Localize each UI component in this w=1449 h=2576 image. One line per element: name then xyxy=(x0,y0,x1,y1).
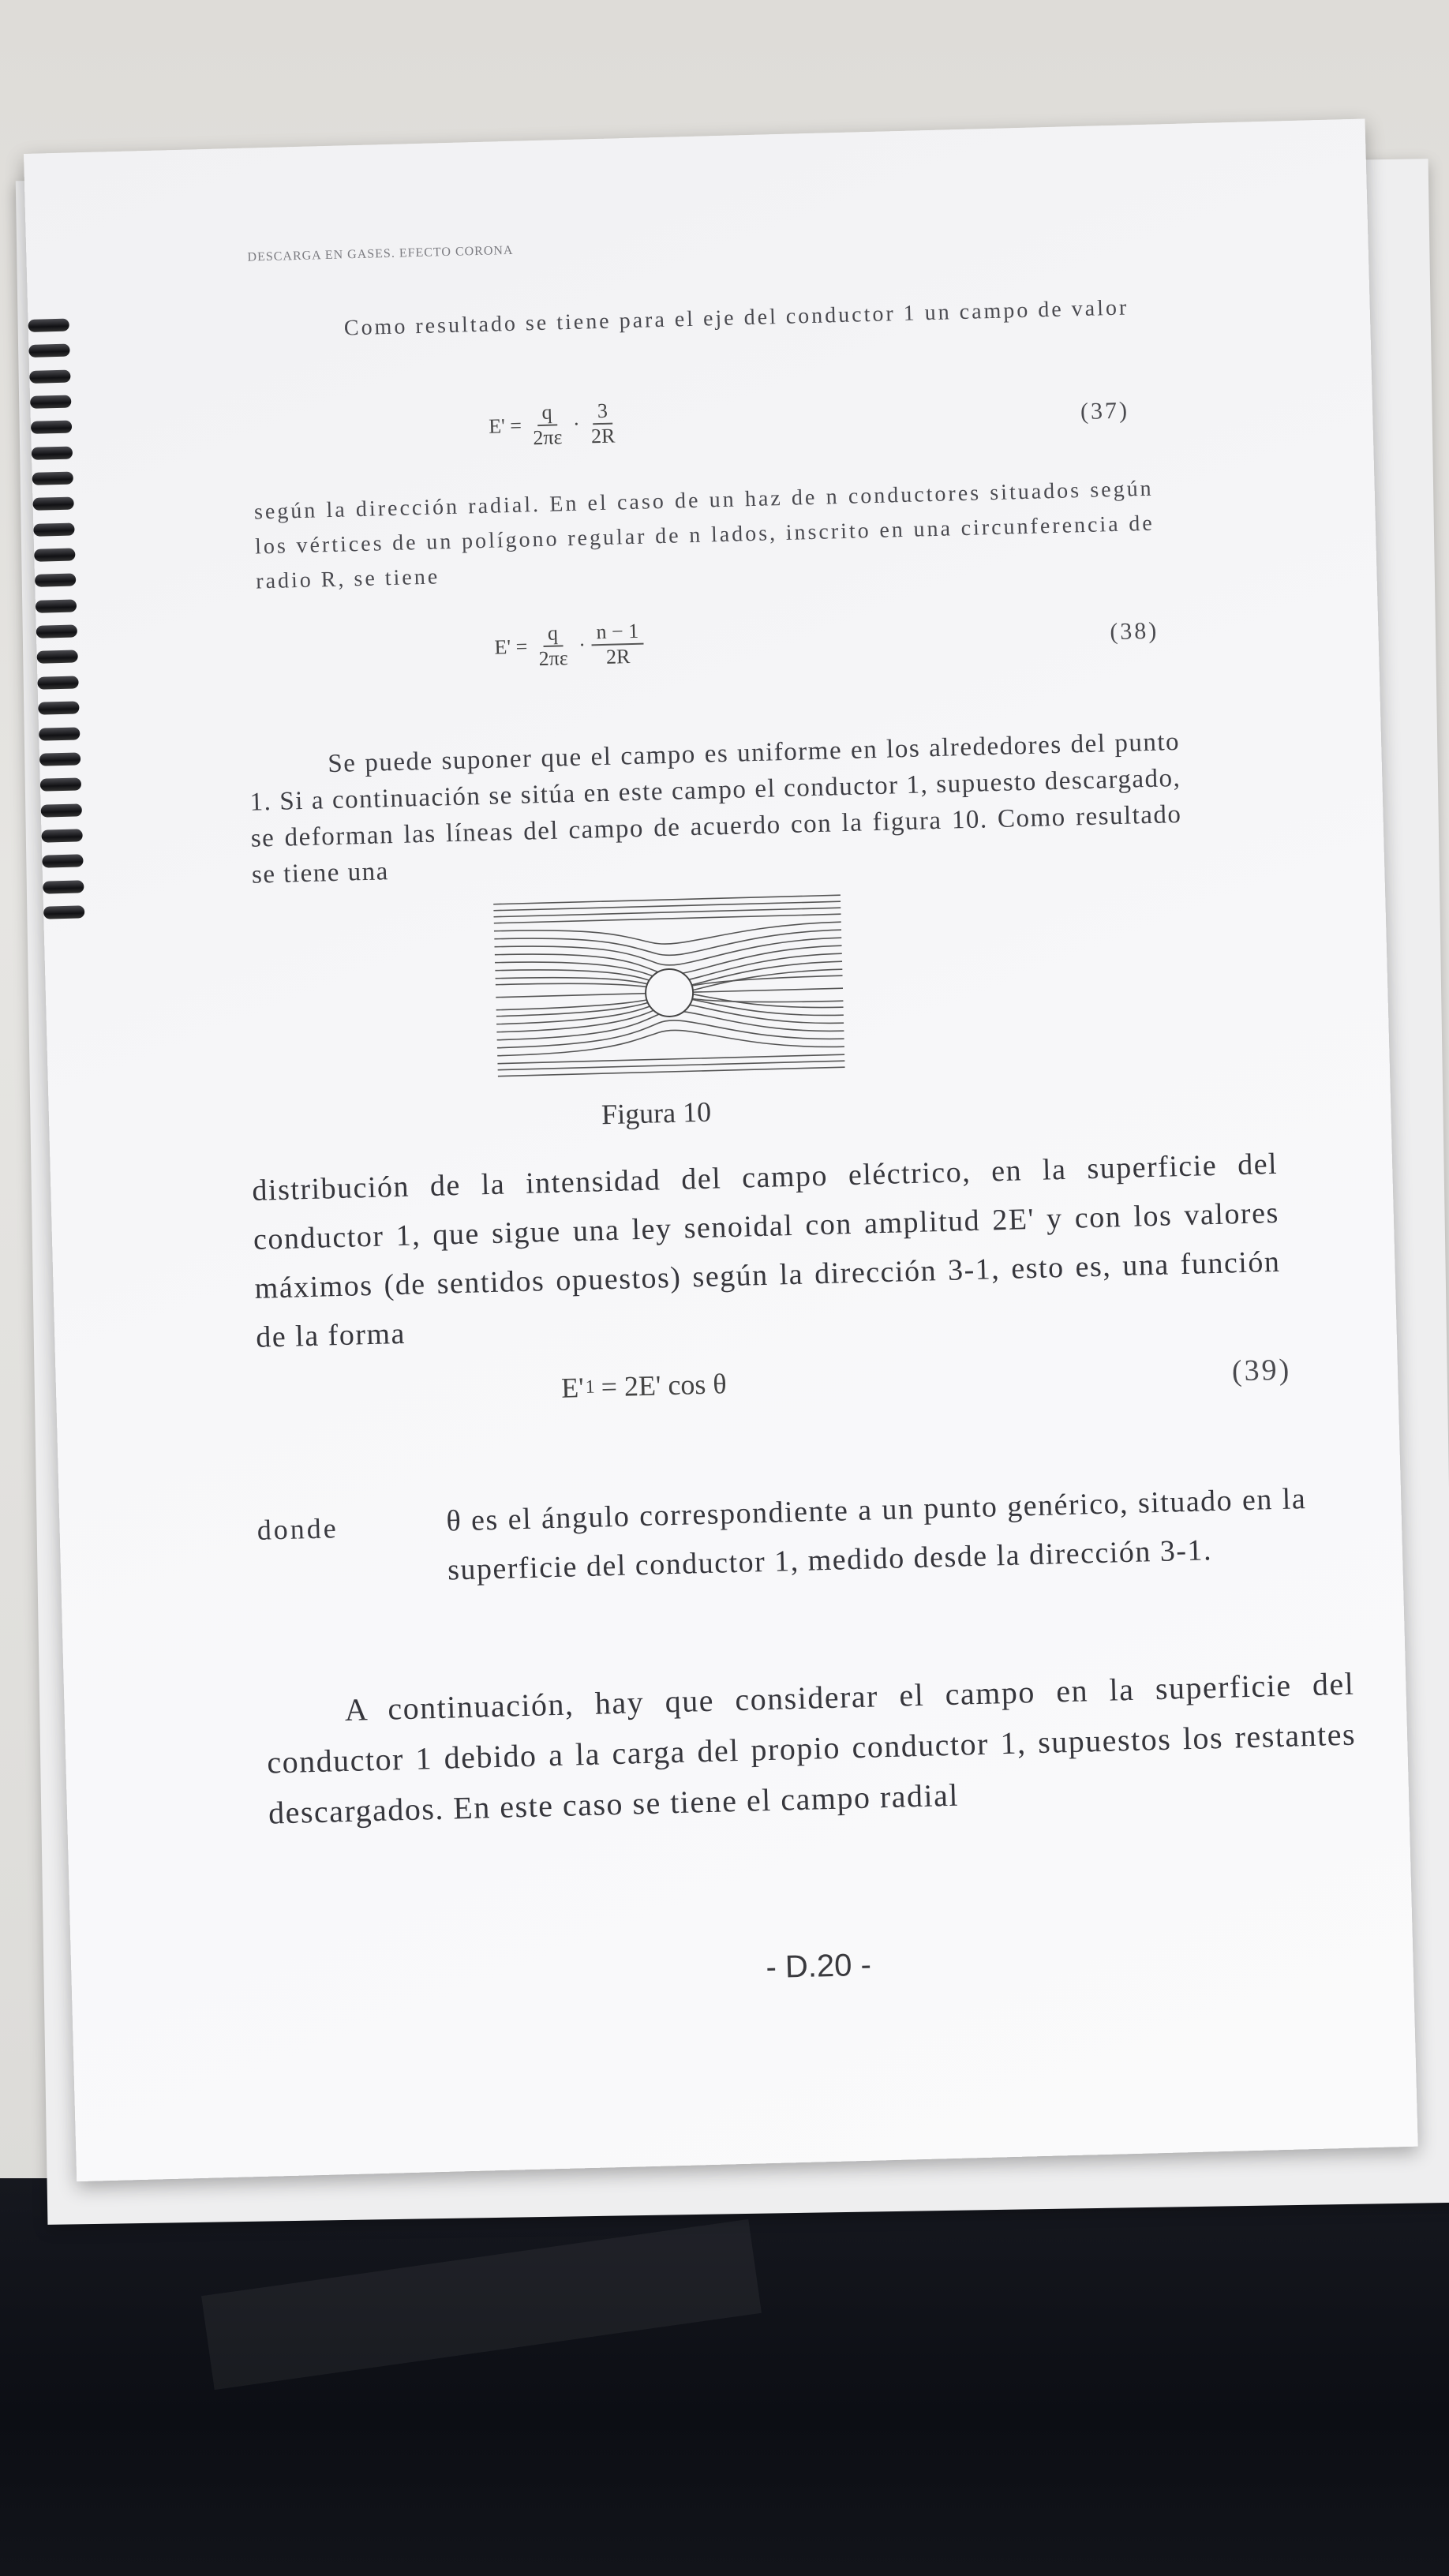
equation-number-39: (39) xyxy=(1231,1353,1292,1388)
paragraph-1: Como resultado se tiene para el eje del conductor 1 un campo de valor xyxy=(343,295,1129,341)
page-number: - D.20 - xyxy=(765,1947,872,1986)
figure-caption: Figura 10 xyxy=(601,1095,712,1131)
equation-37: E' = $\frac{q}{2\pi\varepsilon}$ · $\frac{3}{2R}$ xyxy=(488,399,616,450)
donde-label: donde xyxy=(256,1512,339,1546)
conductor-circle xyxy=(645,968,694,1017)
running-header: DESCARGA EN GASES. EFECTO CORONA xyxy=(247,243,514,264)
paragraph-3: Se puede suponer que el campo es uniforme en los alrededores del punto 1. Si a continuación se sitúa en este campo el conductor 1, supuesto descargado, se deforman las líneas del campo de acuerdo con la figura 10. Como resultado se tiene una xyxy=(249,727,1182,889)
paragraph-2: según la dirección radial. En el caso de un haz de n conductores situados según los vértices de un polígono regular de n lados, inscrito en una circunferencia de radio R, se tiene xyxy=(253,476,1155,594)
paragraph-4: distribución de la intensidad del campo eléctrico, en la superficie del conductor 1, que sigue una ley senoidal con amplitud 2E' y con los valores máximos (de sentidos opuestos) según la dirección 3-1, esto es, una función de la forma xyxy=(251,1147,1281,1354)
paragraph-5: A continuación, hay que considerar el campo en la superficie del conductor 1 debido a la carga del propio conductor 1, supuestos los restantes descargados. En este caso se tiene el campo radial xyxy=(266,1665,1357,1831)
equation-39: E' 1 = 2E' cos θ xyxy=(560,1368,728,1404)
equation-number-38: (38) xyxy=(1109,617,1159,646)
donde-description: θ es el ángulo correspondiente a un punto genérico, situado en la superficie del conductor 1, medido desde la dirección 3-1. xyxy=(445,1482,1307,1587)
document-page xyxy=(24,118,1418,2181)
field-lines-figure xyxy=(493,890,845,1080)
equation-38: E' = $\frac{q}{2\pi\varepsilon}$ · $\frac{n - 1}{2R}$ xyxy=(494,620,645,672)
equation-number-37: (37) xyxy=(1080,397,1130,425)
